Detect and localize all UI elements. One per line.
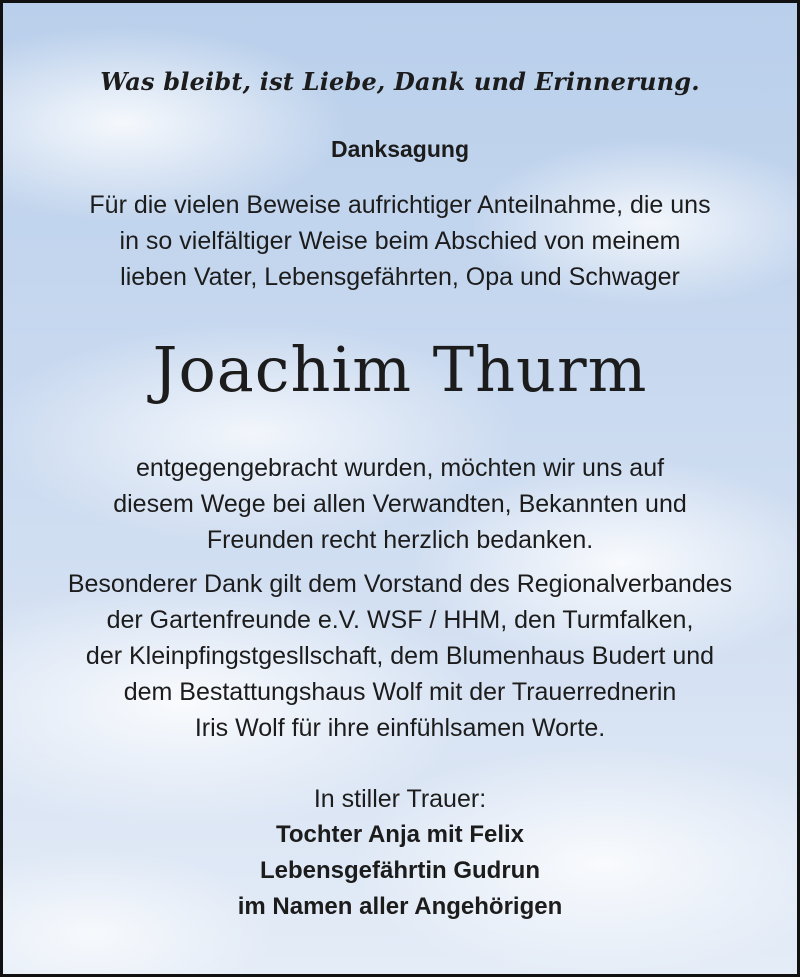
thanks-line: entgegengebracht wurden, möchten wir uns auf [135, 454, 665, 482]
special-thanks-line: Iris Wolf für ihre einfühlsamen Worte. [194, 714, 606, 742]
intro-paragraph [3, 187, 797, 295]
intro-line: lieben Vater, Lebensgefährten, Opa und Schwager [120, 263, 680, 291]
thanks-paragraph [3, 450, 797, 558]
notice-heading: Danksagung [330, 136, 470, 162]
motto-line: Was bleibt, ist Liebe, Dank und Erinnerung. [100, 67, 700, 96]
intro-line: Für die vielen Beweise aufrichtiger Anteilnahme, die uns [89, 191, 711, 219]
thanks-line: diesem Wege bei allen Verwandten, Bekannten und [113, 490, 687, 518]
special-thanks-line: der Kleinpfingstgesllschaft, dem Blumenhaus Budert und [85, 642, 715, 670]
special-thanks-line: der Gartenfreunde e.V. WSF / HHM, den Turmfalken, [106, 606, 694, 634]
signer-line: Tochter Anja mit Felix [275, 821, 525, 848]
deceased-name: Joachim Thurm [152, 333, 648, 406]
signer-line: Lebensgefährtin Gudrun [259, 857, 540, 884]
special-thanks-line: dem Bestattungshaus Wolf mit der Trauerrednerin [123, 678, 677, 706]
special-thanks-paragraph [3, 566, 797, 746]
mourners-block [3, 781, 797, 925]
signer-line: im Namen aller Angehörigen [237, 893, 563, 920]
mourning-label: In stiller Trauer: [313, 785, 487, 813]
special-thanks-line: Besonderer Dank gilt dem Vorstand des Regionalverbandes [67, 570, 733, 598]
intro-line: in so vielfältiger Weise beim Abschied von meinem [119, 227, 681, 255]
thanks-line: Freunden recht herzlich bedanken. [206, 526, 594, 554]
